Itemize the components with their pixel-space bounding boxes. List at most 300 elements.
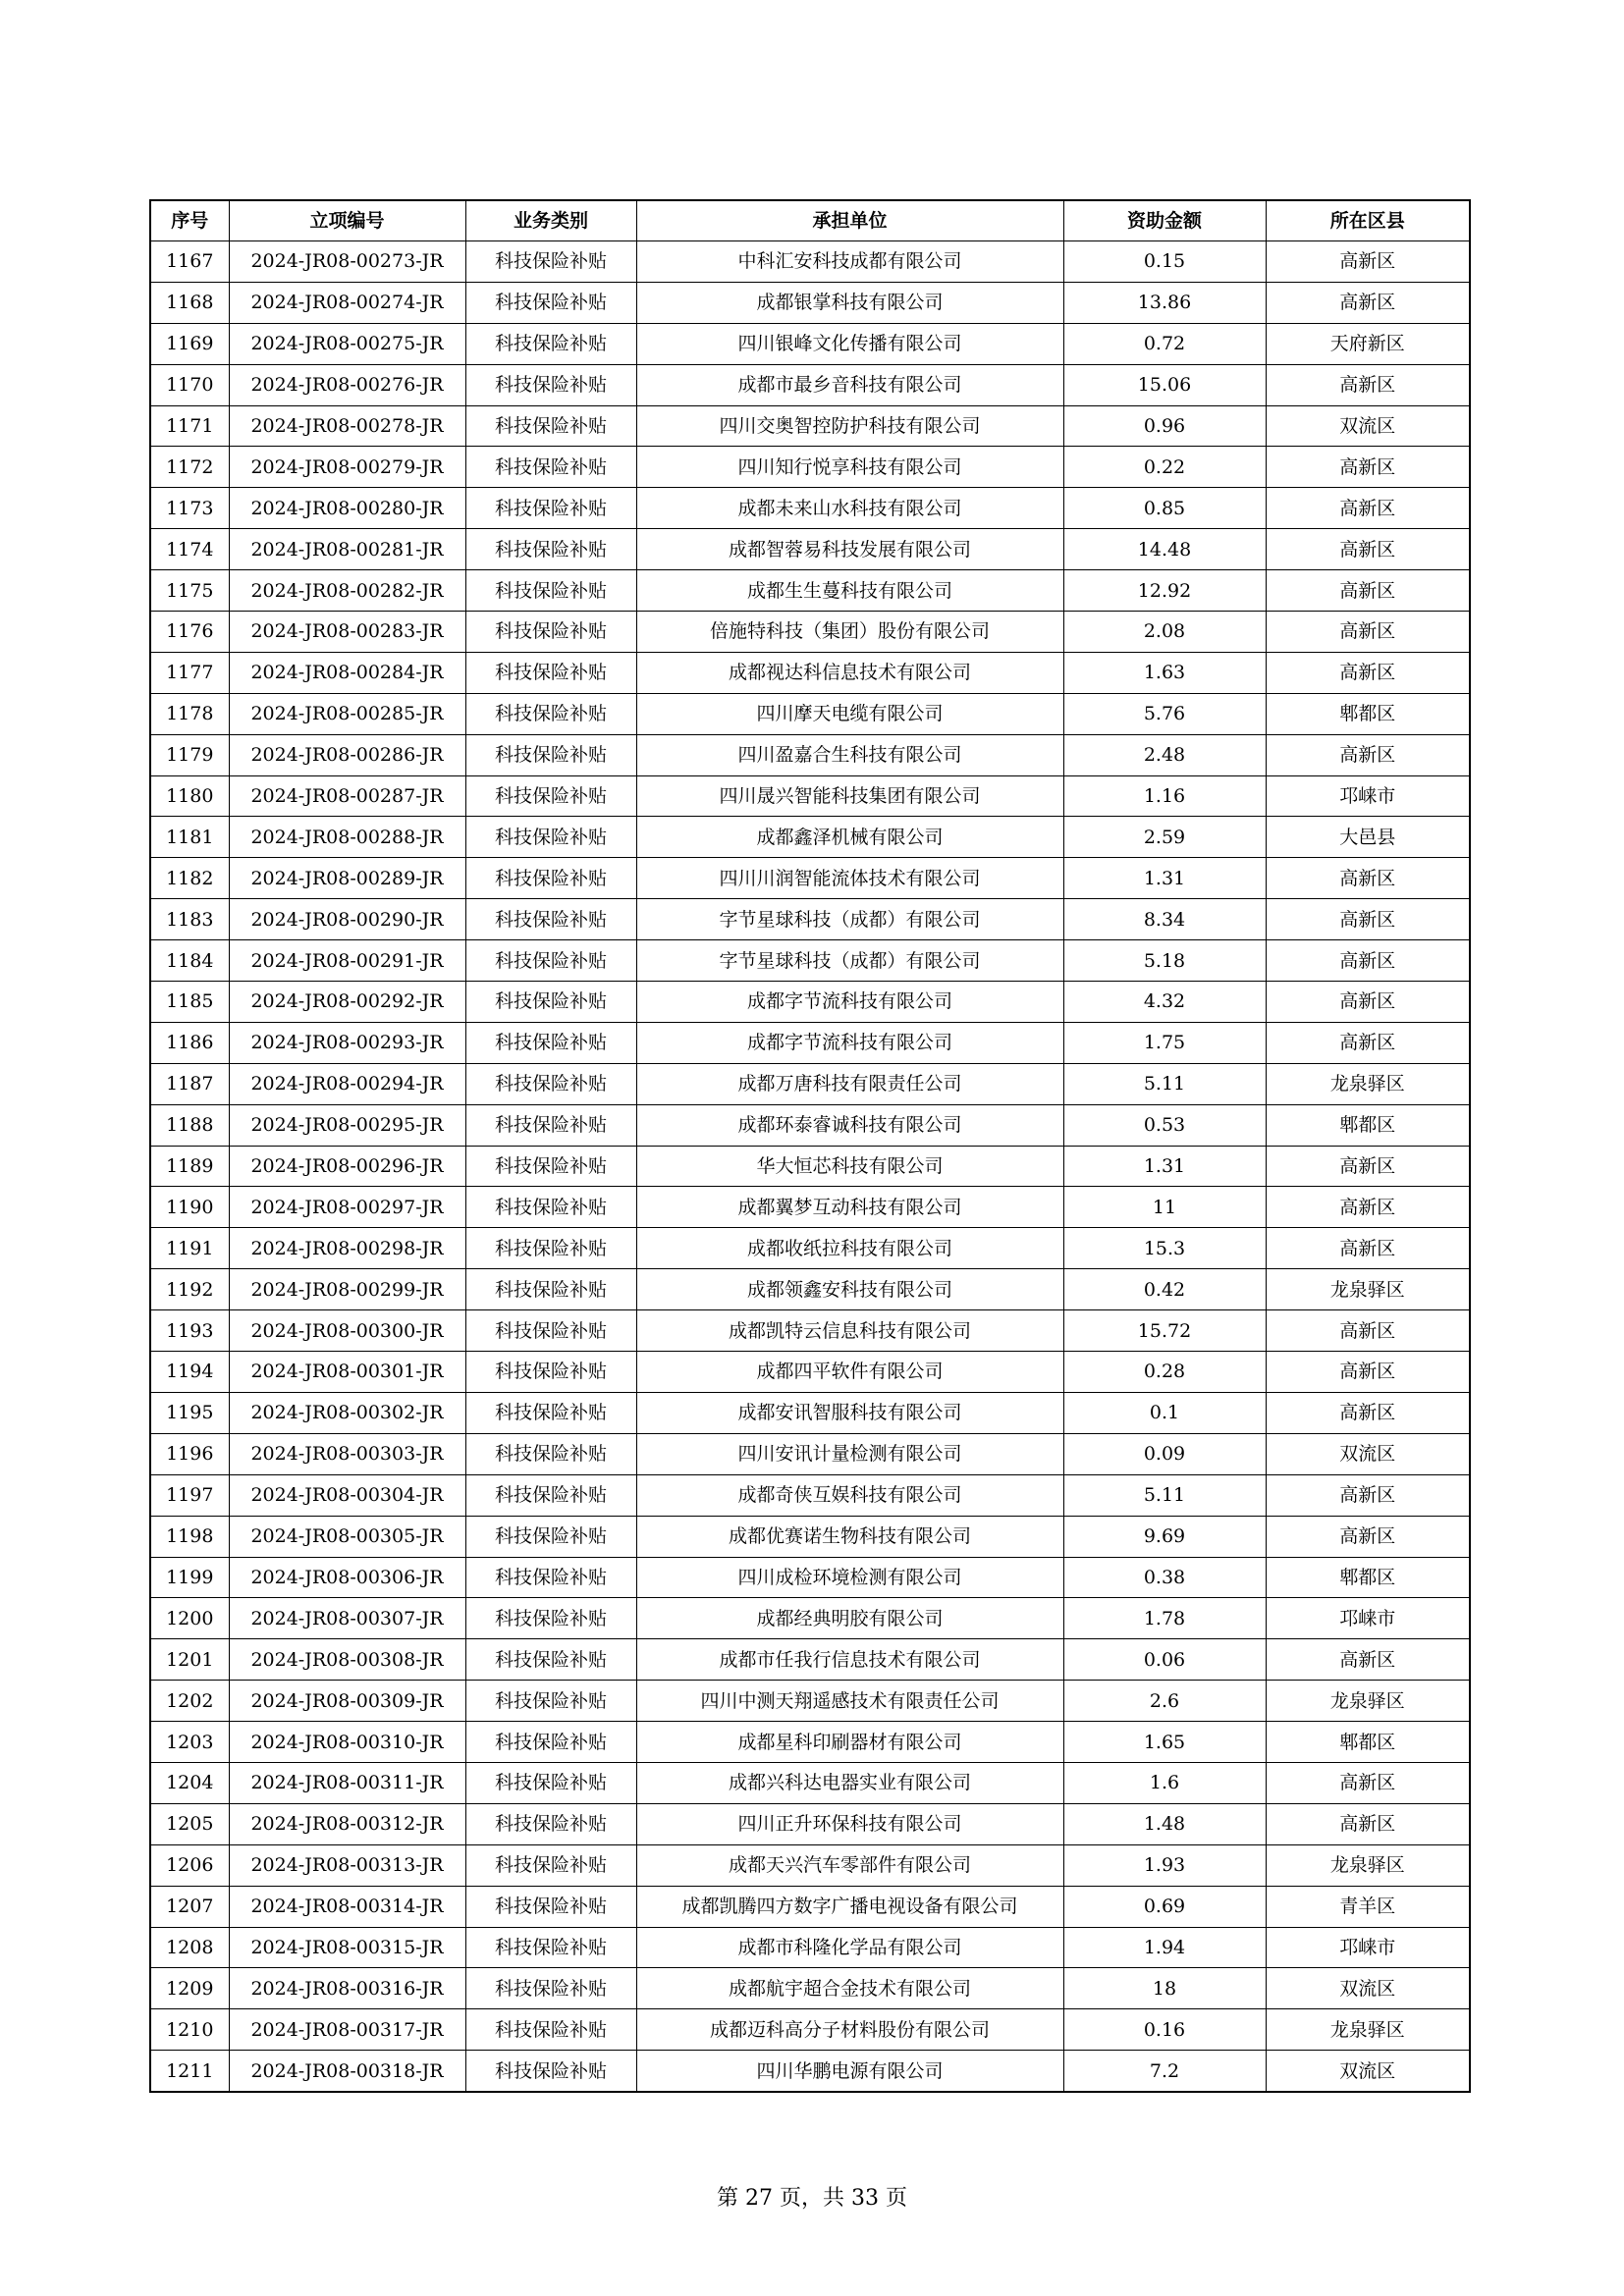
cell-category: 科技保险补贴	[465, 817, 636, 858]
cell-district: 高新区	[1266, 1762, 1470, 1803]
cell-project-id: 2024-JR08-00288-JR	[229, 817, 465, 858]
cell-amount: 1.93	[1063, 1844, 1266, 1886]
cell-category: 科技保险补贴	[465, 447, 636, 488]
table-row	[150, 1598, 1470, 1639]
table-row	[150, 858, 1470, 899]
cell-project-id: 2024-JR08-00274-JR	[229, 282, 465, 323]
cell-district: 郫都区	[1266, 693, 1470, 734]
cell-amount: 0.72	[1063, 323, 1266, 364]
cell-district: 大邑县	[1266, 817, 1470, 858]
header-project-id: 立项编号	[229, 200, 465, 241]
cell-index: 1202	[150, 1681, 229, 1722]
cell-district: 高新区	[1266, 612, 1470, 653]
cell-category: 科技保险补贴	[465, 940, 636, 982]
cell-category: 科技保险补贴	[465, 1762, 636, 1803]
cell-index: 1207	[150, 1886, 229, 1927]
cell-organization: 四川银峰文化传播有限公司	[636, 323, 1063, 364]
cell-organization: 四川知行悦享科技有限公司	[636, 447, 1063, 488]
table-row	[150, 775, 1470, 817]
cell-category: 科技保险补贴	[465, 1063, 636, 1104]
cell-category: 科技保险补贴	[465, 1022, 636, 1063]
table-row	[150, 1639, 1470, 1681]
table-row	[150, 529, 1470, 570]
table-row	[150, 1269, 1470, 1310]
cell-index: 1205	[150, 1803, 229, 1844]
cell-organization: 成都航宇超合金技术有限公司	[636, 1968, 1063, 2009]
cell-district: 邛崃市	[1266, 775, 1470, 817]
cell-index: 1181	[150, 817, 229, 858]
cell-amount: 0.1	[1063, 1392, 1266, 1433]
cell-category: 科技保险补贴	[465, 1310, 636, 1352]
cell-amount: 1.94	[1063, 1927, 1266, 1968]
cell-amount: 0.22	[1063, 447, 1266, 488]
cell-amount: 7.2	[1063, 2051, 1266, 2092]
cell-index: 1206	[150, 1844, 229, 1886]
cell-organization: 成都鑫泽机械有限公司	[636, 817, 1063, 858]
cell-index: 1183	[150, 899, 229, 940]
cell-organization: 字节星球科技（成都）有限公司	[636, 899, 1063, 940]
cell-amount: 18	[1063, 1968, 1266, 2009]
cell-district: 龙泉驿区	[1266, 1681, 1470, 1722]
cell-index: 1201	[150, 1639, 229, 1681]
cell-index: 1210	[150, 2009, 229, 2051]
cell-index: 1191	[150, 1228, 229, 1269]
cell-category: 科技保险补贴	[465, 323, 636, 364]
cell-organization: 成都星科印刷器材有限公司	[636, 1722, 1063, 1763]
cell-district: 双流区	[1266, 1968, 1470, 2009]
cell-project-id: 2024-JR08-00290-JR	[229, 899, 465, 940]
cell-project-id: 2024-JR08-00299-JR	[229, 1269, 465, 1310]
cell-index: 1211	[150, 2051, 229, 2092]
cell-organization: 成都字节流科技有限公司	[636, 1022, 1063, 1063]
header-amount: 资助金额	[1063, 200, 1266, 241]
cell-district: 龙泉驿区	[1266, 2009, 1470, 2051]
cell-district: 高新区	[1266, 1474, 1470, 1516]
cell-district: 郫都区	[1266, 1557, 1470, 1598]
cell-amount: 0.96	[1063, 405, 1266, 447]
cell-index: 1173	[150, 488, 229, 529]
cell-index: 1184	[150, 940, 229, 982]
cell-index: 1185	[150, 982, 229, 1023]
table-row	[150, 817, 1470, 858]
cell-project-id: 2024-JR08-00298-JR	[229, 1228, 465, 1269]
cell-index: 1196	[150, 1433, 229, 1474]
cell-district: 青羊区	[1266, 1886, 1470, 1927]
cell-organization: 成都凯腾四方数字广播电视设备有限公司	[636, 1886, 1063, 1927]
table-row	[150, 1352, 1470, 1393]
cell-project-id: 2024-JR08-00308-JR	[229, 1639, 465, 1681]
cell-amount: 8.34	[1063, 899, 1266, 940]
cell-organization: 字节星球科技（成都）有限公司	[636, 940, 1063, 982]
cell-amount: 5.11	[1063, 1063, 1266, 1104]
cell-district: 双流区	[1266, 2051, 1470, 2092]
table-row	[150, 1722, 1470, 1763]
cell-category: 科技保险补贴	[465, 1392, 636, 1433]
cell-organization: 成都银掌科技有限公司	[636, 282, 1063, 323]
cell-project-id: 2024-JR08-00295-JR	[229, 1104, 465, 1146]
cell-project-id: 2024-JR08-00291-JR	[229, 940, 465, 982]
cell-index: 1169	[150, 323, 229, 364]
cell-category: 科技保险补贴	[465, 1803, 636, 1844]
table-row	[150, 1886, 1470, 1927]
cell-district: 高新区	[1266, 1352, 1470, 1393]
cell-amount: 15.72	[1063, 1310, 1266, 1352]
cell-organization: 四川成检环境检测有限公司	[636, 1557, 1063, 1598]
cell-organization: 四川华鹏电源有限公司	[636, 2051, 1063, 2092]
cell-district: 高新区	[1266, 282, 1470, 323]
cell-amount: 4.32	[1063, 982, 1266, 1023]
cell-category: 科技保险补贴	[465, 1968, 636, 2009]
cell-project-id: 2024-JR08-00309-JR	[229, 1681, 465, 1722]
cell-index: 1186	[150, 1022, 229, 1063]
cell-category: 科技保险补贴	[465, 1598, 636, 1639]
table-row	[150, 364, 1470, 405]
cell-organization: 成都未来山水科技有限公司	[636, 488, 1063, 529]
table-row	[150, 241, 1470, 283]
cell-district: 高新区	[1266, 899, 1470, 940]
cell-category: 科技保险补贴	[465, 364, 636, 405]
cell-amount: 2.59	[1063, 817, 1266, 858]
cell-index: 1209	[150, 1968, 229, 2009]
cell-project-id: 2024-JR08-00317-JR	[229, 2009, 465, 2051]
cell-organization: 成都迈科高分子材料股份有限公司	[636, 2009, 1063, 2051]
cell-category: 科技保险补贴	[465, 652, 636, 693]
table-row	[150, 1022, 1470, 1063]
cell-category: 科技保险补贴	[465, 693, 636, 734]
cell-index: 1167	[150, 241, 229, 283]
cell-project-id: 2024-JR08-00286-JR	[229, 734, 465, 775]
cell-organization: 成都天兴汽车零部件有限公司	[636, 1844, 1063, 1886]
table-row	[150, 652, 1470, 693]
table-row	[150, 1681, 1470, 1722]
cell-district: 高新区	[1266, 1516, 1470, 1557]
cell-project-id: 2024-JR08-00278-JR	[229, 405, 465, 447]
page-number: 第 27 页，共 33 页	[717, 2186, 907, 2211]
table-row	[150, 1310, 1470, 1352]
cell-project-id: 2024-JR08-00300-JR	[229, 1310, 465, 1352]
cell-project-id: 2024-JR08-00318-JR	[229, 2051, 465, 2092]
table-row	[150, 1146, 1470, 1187]
cell-organization: 成都环泰睿诚科技有限公司	[636, 1104, 1063, 1146]
cell-organization: 四川摩天电缆有限公司	[636, 693, 1063, 734]
cell-district: 龙泉驿区	[1266, 1269, 1470, 1310]
header-organization: 承担单位	[636, 200, 1063, 241]
cell-category: 科技保险补贴	[465, 734, 636, 775]
cell-district: 高新区	[1266, 241, 1470, 283]
cell-index: 1178	[150, 693, 229, 734]
cell-amount: 5.18	[1063, 940, 1266, 982]
cell-index: 1190	[150, 1187, 229, 1228]
cell-index: 1175	[150, 570, 229, 612]
cell-organization: 成都市科隆化学品有限公司	[636, 1927, 1063, 1968]
cell-project-id: 2024-JR08-00287-JR	[229, 775, 465, 817]
cell-amount: 15.3	[1063, 1228, 1266, 1269]
cell-amount: 1.63	[1063, 652, 1266, 693]
table-row	[150, 1762, 1470, 1803]
cell-category: 科技保险补贴	[465, 1352, 636, 1393]
cell-project-id: 2024-JR08-00314-JR	[229, 1886, 465, 1927]
cell-project-id: 2024-JR08-00296-JR	[229, 1146, 465, 1187]
cell-category: 科技保险补贴	[465, 282, 636, 323]
cell-project-id: 2024-JR08-00294-JR	[229, 1063, 465, 1104]
cell-category: 科技保险补贴	[465, 1886, 636, 1927]
cell-index: 1179	[150, 734, 229, 775]
cell-organization: 成都视达科信息技术有限公司	[636, 652, 1063, 693]
cell-organization: 成都四平软件有限公司	[636, 1352, 1063, 1393]
cell-project-id: 2024-JR08-00312-JR	[229, 1803, 465, 1844]
cell-district: 郫都区	[1266, 1722, 1470, 1763]
cell-organization: 成都收纸拉科技有限公司	[636, 1228, 1063, 1269]
cell-organization: 成都万唐科技有限责任公司	[636, 1063, 1063, 1104]
cell-category: 科技保险补贴	[465, 1516, 636, 1557]
cell-amount: 2.48	[1063, 734, 1266, 775]
cell-amount: 0.69	[1063, 1886, 1266, 1927]
cell-index: 1199	[150, 1557, 229, 1598]
cell-category: 科技保险补贴	[465, 570, 636, 612]
cell-category: 科技保险补贴	[465, 775, 636, 817]
cell-amount: 1.78	[1063, 1598, 1266, 1639]
cell-organization: 成都生生蔓科技有限公司	[636, 570, 1063, 612]
table-row	[150, 693, 1470, 734]
cell-project-id: 2024-JR08-00297-JR	[229, 1187, 465, 1228]
cell-category: 科技保险补贴	[465, 1722, 636, 1763]
cell-project-id: 2024-JR08-00275-JR	[229, 323, 465, 364]
cell-category: 科技保险补贴	[465, 1681, 636, 1722]
cell-organization: 成都奇侠互娱科技有限公司	[636, 1474, 1063, 1516]
cell-amount: 1.48	[1063, 1803, 1266, 1844]
cell-index: 1182	[150, 858, 229, 899]
cell-district: 高新区	[1266, 1392, 1470, 1433]
cell-organization: 成都兴科达电器实业有限公司	[636, 1762, 1063, 1803]
table-row	[150, 899, 1470, 940]
cell-index: 1170	[150, 364, 229, 405]
cell-district: 邛崃市	[1266, 1927, 1470, 1968]
table-body	[150, 241, 1470, 2093]
cell-index: 1200	[150, 1598, 229, 1639]
cell-district: 高新区	[1266, 982, 1470, 1023]
cell-category: 科技保险补贴	[465, 1104, 636, 1146]
cell-amount: 0.53	[1063, 1104, 1266, 1146]
cell-amount: 1.6	[1063, 1762, 1266, 1803]
cell-index: 1193	[150, 1310, 229, 1352]
table-row	[150, 447, 1470, 488]
cell-index: 1192	[150, 1269, 229, 1310]
table-row	[150, 1968, 1470, 2009]
cell-project-id: 2024-JR08-00305-JR	[229, 1516, 465, 1557]
cell-project-id: 2024-JR08-00301-JR	[229, 1352, 465, 1393]
cell-organization: 倍施特科技（集团）股份有限公司	[636, 612, 1063, 653]
cell-district: 高新区	[1266, 1146, 1470, 1187]
cell-category: 科技保险补贴	[465, 1228, 636, 1269]
cell-amount: 0.28	[1063, 1352, 1266, 1393]
funding-table	[149, 199, 1471, 2093]
cell-index: 1180	[150, 775, 229, 817]
cell-organization: 成都经典明胶有限公司	[636, 1598, 1063, 1639]
cell-category: 科技保险补贴	[465, 899, 636, 940]
cell-project-id: 2024-JR08-00313-JR	[229, 1844, 465, 1886]
cell-district: 高新区	[1266, 1803, 1470, 1844]
cell-district: 高新区	[1266, 1022, 1470, 1063]
cell-organization: 成都字节流科技有限公司	[636, 982, 1063, 1023]
table-row	[150, 1927, 1470, 1968]
cell-organization: 中科汇安科技成都有限公司	[636, 241, 1063, 283]
cell-amount: 9.69	[1063, 1516, 1266, 1557]
cell-project-id: 2024-JR08-00316-JR	[229, 1968, 465, 2009]
cell-organization: 成都市最乡音科技有限公司	[636, 364, 1063, 405]
table-row	[150, 282, 1470, 323]
cell-project-id: 2024-JR08-00303-JR	[229, 1433, 465, 1474]
cell-district: 双流区	[1266, 405, 1470, 447]
cell-project-id: 2024-JR08-00293-JR	[229, 1022, 465, 1063]
table-row	[150, 1187, 1470, 1228]
cell-district: 高新区	[1266, 1228, 1470, 1269]
cell-category: 科技保险补贴	[465, 241, 636, 283]
cell-organization: 成都安讯智服科技有限公司	[636, 1392, 1063, 1433]
cell-amount: 0.06	[1063, 1639, 1266, 1681]
header-index: 序号	[150, 200, 229, 241]
cell-index: 1168	[150, 282, 229, 323]
cell-project-id: 2024-JR08-00284-JR	[229, 652, 465, 693]
cell-district: 天府新区	[1266, 323, 1470, 364]
cell-district: 高新区	[1266, 652, 1470, 693]
cell-amount: 1.31	[1063, 1146, 1266, 1187]
cell-index: 1172	[150, 447, 229, 488]
header-category: 业务类别	[465, 200, 636, 241]
cell-project-id: 2024-JR08-00302-JR	[229, 1392, 465, 1433]
cell-project-id: 2024-JR08-00281-JR	[229, 529, 465, 570]
table-row	[150, 488, 1470, 529]
cell-amount: 12.92	[1063, 570, 1266, 612]
cell-district: 高新区	[1266, 447, 1470, 488]
cell-index: 1208	[150, 1927, 229, 1968]
cell-district: 高新区	[1266, 1187, 1470, 1228]
cell-category: 科技保险补贴	[465, 2009, 636, 2051]
cell-category: 科技保险补贴	[465, 405, 636, 447]
table-row	[150, 734, 1470, 775]
table-row	[150, 1844, 1470, 1886]
cell-index: 1189	[150, 1146, 229, 1187]
cell-organization: 华大恒芯科技有限公司	[636, 1146, 1063, 1187]
cell-organization: 四川盈嘉合生科技有限公司	[636, 734, 1063, 775]
cell-project-id: 2024-JR08-00273-JR	[229, 241, 465, 283]
cell-organization: 四川中测天翔遥感技术有限责任公司	[636, 1681, 1063, 1722]
cell-category: 科技保险补贴	[465, 1433, 636, 1474]
cell-project-id: 2024-JR08-00289-JR	[229, 858, 465, 899]
cell-category: 科技保险补贴	[465, 1844, 636, 1886]
table-row	[150, 612, 1470, 653]
cell-category: 科技保险补贴	[465, 1187, 636, 1228]
cell-amount: 0.42	[1063, 1269, 1266, 1310]
cell-category: 科技保险补贴	[465, 488, 636, 529]
cell-category: 科技保险补贴	[465, 982, 636, 1023]
cell-index: 1177	[150, 652, 229, 693]
cell-organization: 四川正升环保科技有限公司	[636, 1803, 1063, 1844]
table-header-row	[150, 200, 1470, 241]
cell-amount: 5.11	[1063, 1474, 1266, 1516]
cell-organization: 四川安讯计量检测有限公司	[636, 1433, 1063, 1474]
cell-amount: 11	[1063, 1187, 1266, 1228]
cell-project-id: 2024-JR08-00306-JR	[229, 1557, 465, 1598]
cell-category: 科技保险补贴	[465, 2051, 636, 2092]
cell-amount: 2.08	[1063, 612, 1266, 653]
table-row	[150, 1474, 1470, 1516]
cell-index: 1176	[150, 612, 229, 653]
cell-category: 科技保险补贴	[465, 1927, 636, 1968]
cell-amount: 0.38	[1063, 1557, 1266, 1598]
cell-district: 双流区	[1266, 1433, 1470, 1474]
cell-category: 科技保险补贴	[465, 1557, 636, 1598]
cell-category: 科技保险补贴	[465, 1474, 636, 1516]
cell-project-id: 2024-JR08-00280-JR	[229, 488, 465, 529]
header-district: 所在区县	[1266, 200, 1470, 241]
cell-amount: 1.75	[1063, 1022, 1266, 1063]
cell-amount: 1.65	[1063, 1722, 1266, 1763]
cell-organization: 四川交奥智控防护科技有限公司	[636, 405, 1063, 447]
cell-project-id: 2024-JR08-00276-JR	[229, 364, 465, 405]
table-row	[150, 405, 1470, 447]
table-row	[150, 1392, 1470, 1433]
cell-district: 高新区	[1266, 570, 1470, 612]
cell-district: 高新区	[1266, 858, 1470, 899]
cell-amount: 2.6	[1063, 1681, 1266, 1722]
table-row	[150, 2051, 1470, 2092]
table-row	[150, 1803, 1470, 1844]
cell-district: 高新区	[1266, 529, 1470, 570]
cell-amount: 0.85	[1063, 488, 1266, 529]
cell-index: 1174	[150, 529, 229, 570]
cell-project-id: 2024-JR08-00304-JR	[229, 1474, 465, 1516]
table-row	[150, 1104, 1470, 1146]
table-row	[150, 1433, 1470, 1474]
cell-index: 1188	[150, 1104, 229, 1146]
cell-category: 科技保险补贴	[465, 1146, 636, 1187]
cell-category: 科技保险补贴	[465, 1269, 636, 1310]
table-row	[150, 1228, 1470, 1269]
cell-organization: 四川晟兴智能科技集团有限公司	[636, 775, 1063, 817]
table-row	[150, 2009, 1470, 2051]
table-row	[150, 323, 1470, 364]
cell-district: 高新区	[1266, 940, 1470, 982]
cell-district: 高新区	[1266, 1639, 1470, 1681]
cell-index: 1198	[150, 1516, 229, 1557]
cell-amount: 0.15	[1063, 241, 1266, 283]
cell-project-id: 2024-JR08-00283-JR	[229, 612, 465, 653]
cell-organization: 成都领鑫安科技有限公司	[636, 1269, 1063, 1310]
cell-project-id: 2024-JR08-00307-JR	[229, 1598, 465, 1639]
cell-project-id: 2024-JR08-00292-JR	[229, 982, 465, 1023]
table-row	[150, 940, 1470, 982]
cell-district: 高新区	[1266, 364, 1470, 405]
cell-district: 龙泉驿区	[1266, 1063, 1470, 1104]
cell-organization: 成都优赛诺生物科技有限公司	[636, 1516, 1063, 1557]
cell-project-id: 2024-JR08-00282-JR	[229, 570, 465, 612]
cell-index: 1187	[150, 1063, 229, 1104]
cell-amount: 0.16	[1063, 2009, 1266, 2051]
cell-index: 1194	[150, 1352, 229, 1393]
table-row	[150, 1557, 1470, 1598]
cell-amount: 0.09	[1063, 1433, 1266, 1474]
cell-category: 科技保险补贴	[465, 529, 636, 570]
cell-amount: 5.76	[1063, 693, 1266, 734]
cell-organization: 成都市任我行信息技术有限公司	[636, 1639, 1063, 1681]
cell-index: 1203	[150, 1722, 229, 1763]
cell-project-id: 2024-JR08-00279-JR	[229, 447, 465, 488]
table-row	[150, 1063, 1470, 1104]
cell-category: 科技保险补贴	[465, 612, 636, 653]
cell-project-id: 2024-JR08-00310-JR	[229, 1722, 465, 1763]
cell-district: 郫都区	[1266, 1104, 1470, 1146]
cell-index: 1204	[150, 1762, 229, 1803]
